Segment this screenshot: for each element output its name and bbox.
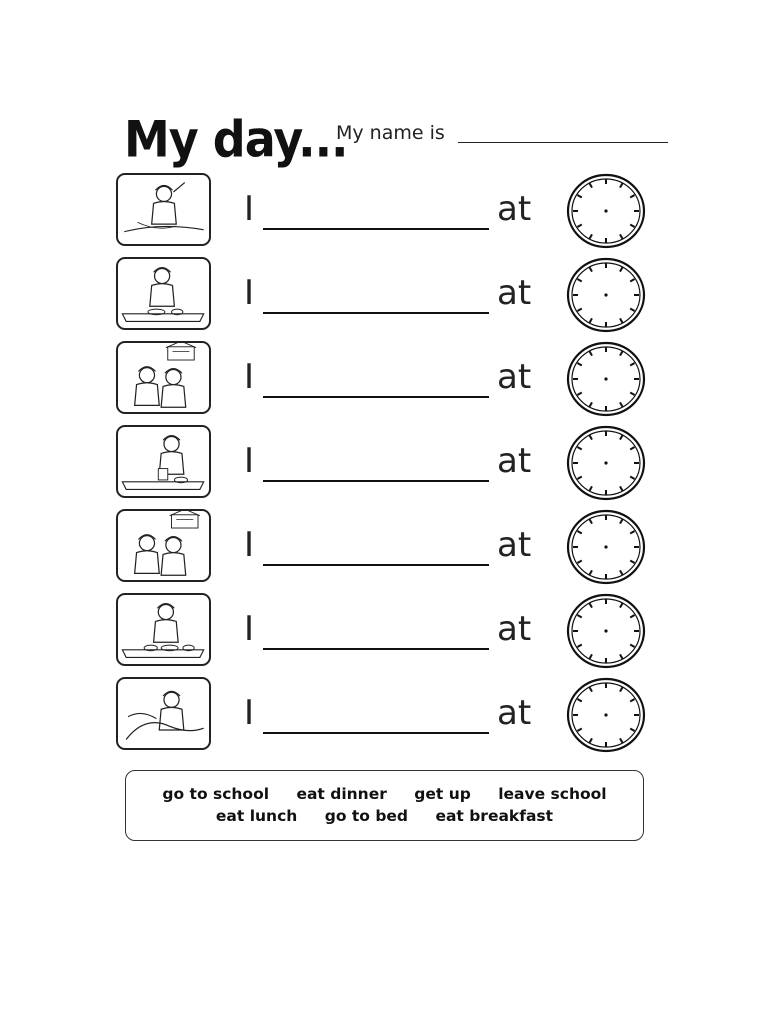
word-bank — [125, 770, 644, 841]
blank-clock-face-icon[interactable] — [566, 425, 646, 501]
activity-answer-blank[interactable] — [263, 480, 489, 482]
activity-illustration — [116, 173, 211, 246]
at-label: at — [497, 693, 532, 733]
activity-row — [0, 341, 768, 417]
activity-row — [0, 677, 768, 753]
blank-clock-face-icon[interactable] — [566, 257, 646, 333]
activity-illustration — [116, 593, 211, 666]
word-bank-line-1 — [126, 785, 643, 803]
pronoun-label: I — [244, 525, 255, 565]
activity-answer-blank[interactable] — [263, 228, 489, 230]
at-label: at — [497, 525, 532, 565]
blank-clock-face-icon[interactable] — [566, 593, 646, 669]
activity-row — [0, 509, 768, 585]
pronoun-label: I — [244, 273, 255, 313]
name-blank-line[interactable] — [458, 142, 668, 143]
word-bank-item: go to school — [162, 785, 270, 803]
activity-answer-blank[interactable] — [263, 312, 489, 314]
word-bank-item: go to bed — [324, 807, 409, 825]
activity-illustration — [116, 677, 211, 750]
blank-clock-face-icon[interactable] — [566, 173, 646, 249]
name-label: My name is — [336, 122, 445, 144]
activity-row — [0, 593, 768, 669]
activity-answer-blank[interactable] — [263, 732, 489, 734]
blank-clock-face-icon[interactable] — [566, 677, 646, 753]
at-label: at — [497, 273, 532, 313]
word-bank-item: get up — [414, 785, 471, 803]
word-bank-item: eat dinner — [296, 785, 387, 803]
activity-answer-blank[interactable] — [263, 648, 489, 650]
pronoun-label: I — [244, 609, 255, 649]
activity-illustration — [116, 509, 211, 582]
at-label: at — [497, 357, 532, 397]
word-bank-item: eat lunch — [215, 807, 298, 825]
activity-answer-blank[interactable] — [263, 396, 489, 398]
activity-row — [0, 173, 768, 249]
activity-illustration — [116, 425, 211, 498]
activity-answer-blank[interactable] — [263, 564, 489, 566]
pronoun-label: I — [244, 357, 255, 397]
blank-clock-face-icon[interactable] — [566, 341, 646, 417]
at-label: at — [497, 189, 532, 229]
pronoun-label: I — [244, 189, 255, 229]
word-bank-item: leave school — [498, 785, 607, 803]
page-title: My day... — [124, 109, 348, 169]
activity-row — [0, 425, 768, 501]
word-bank-line-2 — [126, 807, 643, 825]
activity-row — [0, 257, 768, 333]
at-label: at — [497, 609, 532, 649]
pronoun-label: I — [244, 441, 255, 481]
activity-illustration — [116, 257, 211, 330]
word-bank-item: eat breakfast — [435, 807, 554, 825]
pronoun-label: I — [244, 693, 255, 733]
activity-illustration — [116, 341, 211, 414]
at-label: at — [497, 441, 532, 481]
blank-clock-face-icon[interactable] — [566, 509, 646, 585]
